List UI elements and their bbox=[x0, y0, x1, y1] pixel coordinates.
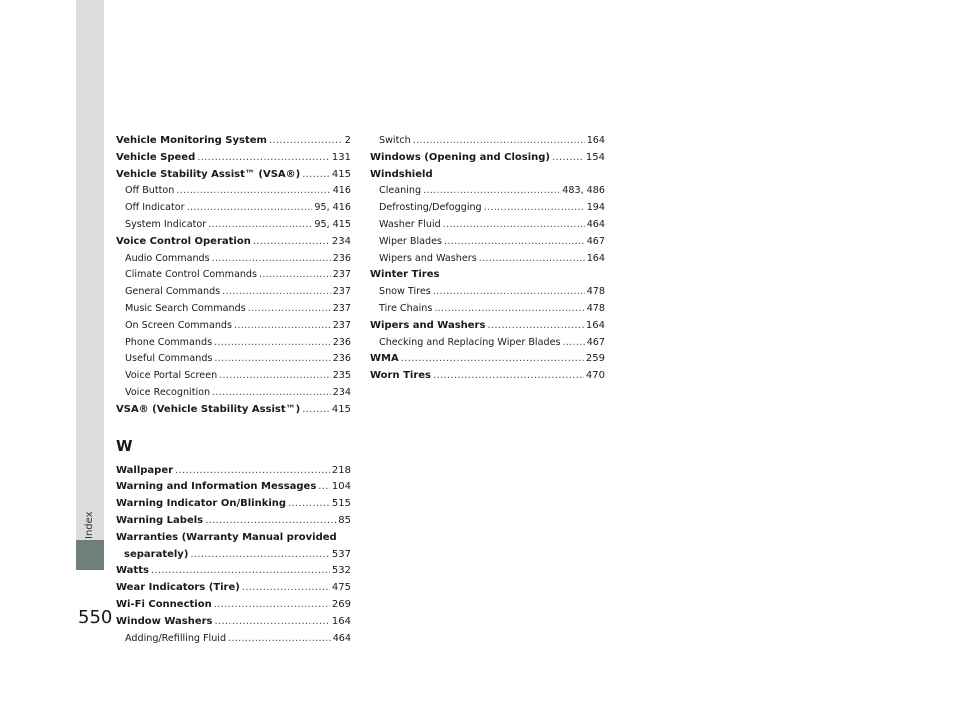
index-subentry[interactable] bbox=[116, 284, 351, 301]
index-page-ref[interactable]: 218 bbox=[331, 464, 351, 476]
index-page-ref[interactable]: 164 bbox=[331, 615, 351, 627]
index-subentry[interactable] bbox=[116, 217, 351, 234]
index-term: Wear Indicators (Tire) bbox=[116, 582, 240, 594]
index-term: Wi-Fi Connection bbox=[116, 598, 212, 610]
index-term: Off Button bbox=[125, 185, 175, 197]
w-entries-b bbox=[116, 563, 351, 647]
index-page-ref[interactable]: 415 bbox=[331, 403, 351, 415]
index-entry[interactable] bbox=[116, 597, 351, 614]
index-term: Off Indicator bbox=[125, 202, 185, 214]
index-page-ref[interactable]: 164 bbox=[585, 319, 605, 331]
index-page-ref[interactable]: 154 bbox=[585, 151, 605, 163]
dot-leader bbox=[242, 580, 330, 597]
index-term: Warranties (Warranty Manual provided bbox=[116, 531, 337, 543]
dot-leader bbox=[212, 251, 331, 268]
index-page-ref[interactable]: 478 bbox=[586, 302, 605, 314]
index-entry[interactable] bbox=[116, 496, 351, 513]
index-term: Voice Recognition bbox=[125, 386, 211, 398]
index-page-ref[interactable]: 164 bbox=[586, 252, 605, 264]
index-entry[interactable] bbox=[116, 580, 351, 597]
dot-leader bbox=[259, 267, 331, 284]
index-page-ref[interactable]: 416 bbox=[332, 185, 351, 197]
index-term: Windows (Opening and Closing) bbox=[370, 151, 550, 163]
index-entry[interactable] bbox=[370, 368, 605, 385]
index-subentry[interactable] bbox=[116, 631, 351, 648]
dot-leader bbox=[443, 217, 585, 234]
index-entry[interactable] bbox=[116, 150, 351, 167]
dot-leader bbox=[176, 183, 330, 200]
index-subentry[interactable] bbox=[116, 368, 351, 385]
index-term: separately) bbox=[124, 548, 189, 560]
dot-leader bbox=[302, 402, 330, 419]
index-heading: Winter Tires bbox=[370, 269, 440, 281]
dot-leader bbox=[433, 284, 585, 301]
index-subentry[interactable] bbox=[116, 351, 351, 368]
index-subentry[interactable] bbox=[116, 301, 351, 318]
index-term: Worn Tires bbox=[370, 370, 431, 382]
index-page-ref[interactable]: 237 bbox=[332, 269, 351, 281]
index-term: Climate Control Commands bbox=[125, 269, 258, 281]
index-subentry[interactable] bbox=[116, 251, 351, 268]
index-subentry[interactable] bbox=[116, 335, 351, 352]
index-page-ref[interactable]: 104 bbox=[331, 481, 351, 493]
index-term: Defrosting/Defogging bbox=[379, 202, 482, 214]
index-page-ref[interactable]: 236 bbox=[332, 252, 351, 264]
index-term: Phone Commands bbox=[125, 336, 213, 348]
index-term: Wallpaper bbox=[116, 464, 174, 476]
dot-leader bbox=[214, 597, 330, 614]
index-page-ref[interactable]: 236 bbox=[332, 353, 351, 365]
index-page-ref[interactable]: 415 bbox=[331, 168, 351, 180]
index-term: System Indicator bbox=[125, 218, 207, 230]
index-entry[interactable] bbox=[370, 351, 605, 368]
index-page-ref[interactable]: 475 bbox=[331, 582, 351, 594]
dot-leader bbox=[190, 547, 330, 564]
dot-leader bbox=[434, 301, 584, 318]
index-page-ref[interactable]: 464 bbox=[332, 632, 351, 644]
index-entry[interactable] bbox=[116, 133, 351, 150]
dot-leader bbox=[423, 183, 560, 200]
index-term: General Commands bbox=[125, 286, 221, 298]
index-term: Vehicle Speed bbox=[116, 151, 196, 163]
index-page-ref[interactable]: 95, 416 bbox=[314, 202, 351, 214]
dot-leader bbox=[253, 234, 330, 251]
index-term: Voice Control Operation bbox=[116, 235, 251, 247]
index-side-tab bbox=[76, 0, 104, 570]
dot-leader bbox=[187, 200, 313, 217]
dot-leader bbox=[208, 217, 312, 234]
index-term: Wipers and Washers bbox=[370, 319, 486, 331]
index-term: On Screen Commands bbox=[125, 319, 233, 331]
index-term: WMA bbox=[370, 353, 399, 365]
dot-leader bbox=[401, 351, 584, 368]
index-page-ref[interactable]: 234 bbox=[332, 386, 351, 398]
index-page-ref[interactable]: 464 bbox=[586, 218, 605, 230]
v-entries bbox=[116, 133, 351, 419]
index-term: Snow Tires bbox=[379, 286, 431, 298]
index-page-ref[interactable]: 131 bbox=[331, 151, 351, 163]
dot-leader bbox=[151, 563, 330, 580]
index-entry[interactable] bbox=[116, 513, 351, 530]
index-term: Tire Chains bbox=[379, 302, 433, 314]
index-page-ref[interactable]: 85 bbox=[338, 514, 351, 526]
index-subentry[interactable] bbox=[370, 251, 605, 268]
dot-leader bbox=[433, 368, 584, 385]
dot-leader bbox=[205, 513, 336, 530]
index-page-ref[interactable]: 515 bbox=[331, 498, 351, 510]
dot-leader bbox=[444, 234, 585, 251]
index-page-ref[interactable]: 237 bbox=[332, 302, 351, 314]
dot-leader bbox=[562, 335, 584, 352]
w-entries-a bbox=[116, 463, 351, 530]
dot-leader bbox=[214, 351, 330, 368]
index-page-ref[interactable]: 537 bbox=[331, 548, 351, 560]
index-column-left bbox=[116, 133, 351, 647]
index-page-ref[interactable]: 237 bbox=[332, 286, 351, 298]
index-subentry[interactable] bbox=[370, 217, 605, 234]
index-entry[interactable] bbox=[116, 167, 351, 184]
dot-leader bbox=[269, 133, 343, 150]
index-subentry[interactable] bbox=[116, 318, 351, 335]
dot-leader bbox=[248, 301, 331, 318]
index-subentry[interactable] bbox=[116, 267, 351, 284]
index-term: Music Search Commands bbox=[125, 302, 246, 314]
index-subentry[interactable] bbox=[370, 335, 605, 352]
index-entry[interactable] bbox=[370, 150, 605, 167]
dot-leader bbox=[214, 614, 329, 631]
dot-leader bbox=[197, 150, 330, 167]
index-page-ref[interactable]: 259 bbox=[585, 353, 605, 365]
section-letter-w: W bbox=[116, 436, 133, 455]
index-page-ref[interactable]: 234 bbox=[331, 235, 351, 247]
index-page-ref[interactable]: 95, 415 bbox=[314, 218, 351, 230]
dot-leader bbox=[234, 318, 331, 335]
dot-leader bbox=[552, 150, 584, 167]
index-term: Watts bbox=[116, 565, 149, 577]
index-page-ref[interactable]: 164 bbox=[586, 135, 605, 146]
index-page-ref[interactable]: 532 bbox=[331, 565, 351, 577]
index-subentry[interactable] bbox=[370, 183, 605, 200]
dot-leader bbox=[318, 479, 330, 496]
index-term: Audio Commands bbox=[125, 252, 210, 264]
index-page-ref[interactable]: 235 bbox=[332, 370, 351, 382]
dot-leader bbox=[484, 200, 585, 217]
dot-leader bbox=[212, 385, 331, 402]
index-entry[interactable] bbox=[116, 402, 351, 419]
index-entry[interactable] bbox=[116, 614, 351, 631]
index-entry[interactable] bbox=[370, 318, 605, 335]
index-term: Window Washers bbox=[116, 615, 213, 627]
index-subentry[interactable] bbox=[116, 200, 351, 217]
dot-leader bbox=[214, 335, 331, 352]
index-page-ref[interactable]: 470 bbox=[585, 370, 605, 382]
index-subentry[interactable] bbox=[370, 200, 605, 217]
index-page-ref[interactable]: 467 bbox=[586, 336, 605, 348]
index-subentry[interactable] bbox=[370, 301, 605, 318]
index-entry-warranties-cont[interactable] bbox=[116, 547, 351, 564]
index-entry[interactable] bbox=[116, 463, 351, 480]
index-subentry[interactable] bbox=[116, 183, 351, 200]
index-term: Cleaning bbox=[379, 185, 422, 197]
index-term: Washer Fluid bbox=[379, 218, 441, 230]
dot-leader bbox=[288, 496, 330, 513]
index-term: Warning and Information Messages bbox=[116, 481, 317, 493]
dot-leader bbox=[479, 251, 585, 268]
dot-leader bbox=[219, 368, 331, 385]
dot-leader bbox=[228, 631, 331, 648]
index-term: Switch bbox=[379, 135, 411, 146]
index-term: Wipers and Washers bbox=[379, 252, 477, 264]
index-page-ref[interactable]: 237 bbox=[332, 319, 351, 331]
index-entry-warranties[interactable] bbox=[116, 530, 351, 547]
dot-leader bbox=[302, 167, 330, 184]
index-page-ref[interactable]: 2 bbox=[344, 135, 351, 146]
index-subentry[interactable] bbox=[370, 234, 605, 251]
right-entries bbox=[370, 133, 605, 385]
index-entry[interactable] bbox=[116, 234, 351, 251]
dot-leader bbox=[175, 463, 330, 480]
dot-leader bbox=[222, 284, 331, 301]
index-term: Vehicle Monitoring System bbox=[116, 135, 267, 146]
index-page-ref[interactable]: 467 bbox=[586, 235, 605, 247]
dot-leader bbox=[487, 318, 583, 335]
index-page-ref[interactable]: 483, 486 bbox=[562, 185, 605, 197]
index-term: Useful Commands bbox=[125, 353, 213, 365]
index-page-ref[interactable]: 269 bbox=[331, 598, 351, 610]
dot-leader bbox=[413, 133, 585, 150]
index-term: VSA® (Vehicle Stability Assist™) bbox=[116, 403, 301, 415]
index-column-right bbox=[370, 133, 605, 385]
index-term: Warning Indicator On/Blinking bbox=[116, 498, 287, 510]
index-tab-label: Index bbox=[84, 511, 95, 539]
index-entry[interactable] bbox=[116, 479, 351, 496]
index-heading: Windshield bbox=[370, 168, 433, 180]
page-number: 550 bbox=[78, 607, 113, 628]
index-page-ref[interactable]: 236 bbox=[332, 336, 351, 348]
index-subentry[interactable] bbox=[116, 385, 351, 402]
index-page-ref[interactable]: 478 bbox=[586, 286, 605, 298]
index-subentry[interactable] bbox=[370, 284, 605, 301]
index-term: Warning Labels bbox=[116, 514, 204, 526]
index-subentry[interactable] bbox=[370, 133, 605, 150]
index-term: Vehicle Stability Assist™ (VSA®) bbox=[116, 168, 301, 180]
index-entry[interactable] bbox=[116, 563, 351, 580]
index-term: Voice Portal Screen bbox=[125, 370, 218, 382]
index-term: Checking and Replacing Wiper Blades bbox=[379, 336, 561, 348]
index-term: Adding/Refilling Fluid bbox=[125, 632, 227, 644]
index-page-ref[interactable]: 194 bbox=[586, 202, 605, 214]
index-term: Wiper Blades bbox=[379, 235, 443, 247]
